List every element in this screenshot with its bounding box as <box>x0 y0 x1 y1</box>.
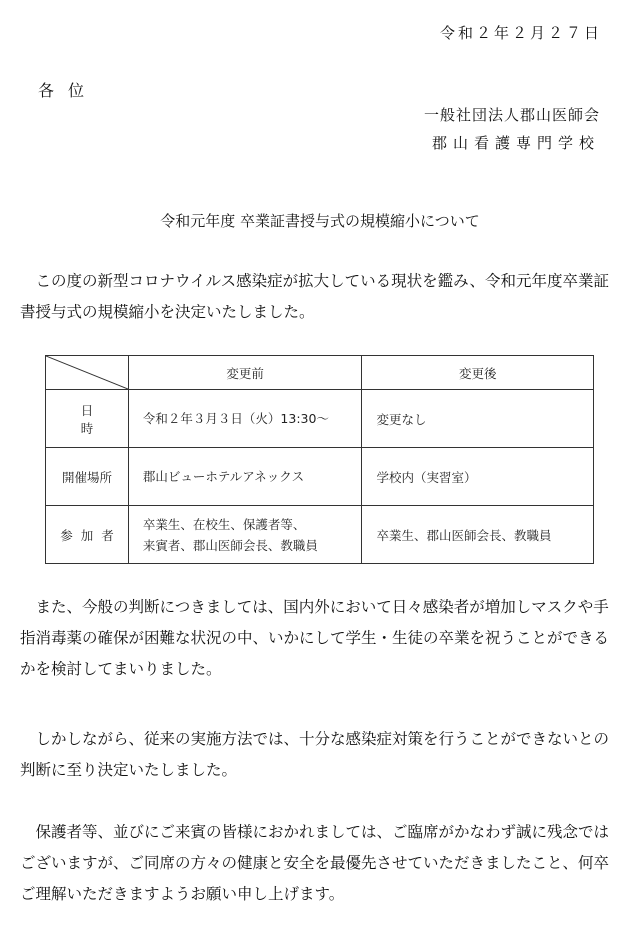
cell-after-datetime: 変更なし <box>362 390 594 448</box>
change-table <box>45 355 594 564</box>
intro-text: この度の新型コロナウイルス感染症が拡大している現状を鑑み、令和元年度卒業証書授与式の規模縮小を決定いたしました。 <box>20 272 610 321</box>
cell-before-venue: 郡山ビューホテルアネックス <box>128 448 362 506</box>
sender-school: 郡山看護専門学校 <box>431 134 600 152</box>
intro-paragraph <box>20 266 624 328</box>
table-corner-cell <box>46 356 129 390</box>
body-text: 保護者等、並びにご来賓の皆様におかれましては、ご臨席がかなわず誠に残念ではございますが、ご同席の方々の健康と安全を最優先させていただきましたこと、何卒ご理解いただきますようお願い申し上げます。 <box>20 823 610 903</box>
table-row <box>46 390 594 448</box>
body-text: しかしながら、従来の実施方法では、十分な感染症対策を行うことができないとの判断に至り決定いたしました。 <box>20 730 610 779</box>
row-label-datetime: 日時 <box>46 390 129 448</box>
table-row <box>46 506 594 564</box>
sender-organization: 一般社団法人郡山医師会 <box>423 106 600 124</box>
row-label-venue: 開催場所 <box>46 448 129 506</box>
notice-title: 令和元年度 卒業証書授与式の規模縮小について <box>160 212 480 230</box>
document-date: 令和２年２月２７日 <box>439 24 602 42</box>
column-header-before: 変更前 <box>128 356 362 390</box>
body-text: また、今般の判断につきましては、国内外において日々感染者が増加しマスクや手指消毒薬の確保が困難な状況の中、いかにして学生・生徒の卒業を祝うことができるかを検討してまいりました。 <box>20 598 610 678</box>
body-paragraph-1 <box>20 592 624 685</box>
body-paragraph-2 <box>20 724 624 786</box>
body-paragraph-3 <box>20 817 624 910</box>
cell-after-venue: 学校内（実習室） <box>362 448 594 506</box>
row-label-attendees: 参加者 <box>46 506 129 564</box>
diagonal-line-icon <box>46 356 128 389</box>
table-row <box>46 448 594 506</box>
column-header-after: 変更後 <box>362 356 594 390</box>
table-header-row <box>46 356 594 390</box>
cell-after-attendees: 卒業生、郡山医師会長、教職員 <box>362 506 594 564</box>
addressee: 各位 <box>38 81 99 100</box>
cell-before-datetime: 令和２年３月３日（火）13:30～ <box>128 390 362 448</box>
cell-before-attendees: 卒業生、在校生、保護者等、 来賓者、郡山医師会長、教職員 <box>128 506 362 564</box>
